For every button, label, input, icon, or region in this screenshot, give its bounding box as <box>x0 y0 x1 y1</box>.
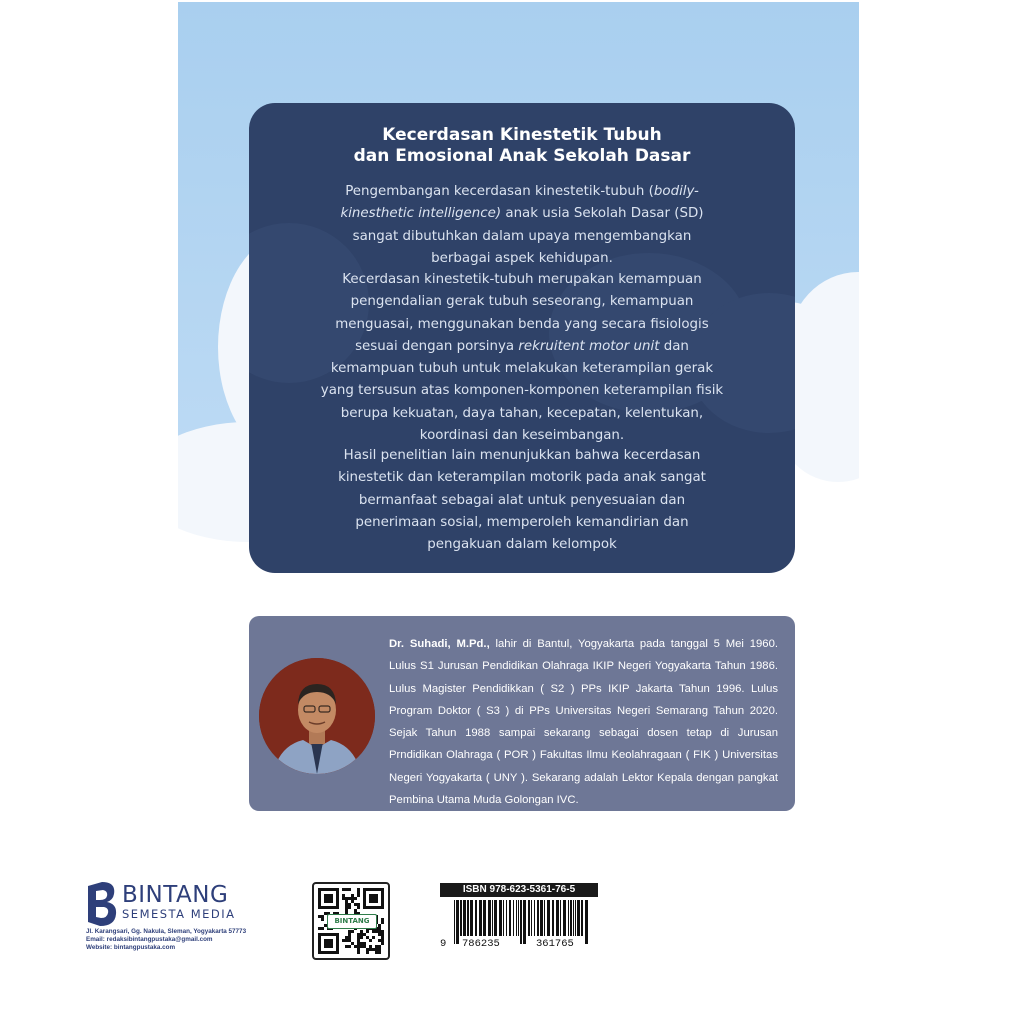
publisher-website: Website: bintangpustaka.com <box>86 944 176 951</box>
paragraph-text: anak usia Sekolah Dasar (SD) sangat dibutuhkan dalam upaya mengembangkan berbagai aspek kehidupan. <box>352 206 704 266</box>
author-bio-text: lahir di Bantul, Yogyakarta pada tanggal 5 Mei 1960. Lulus S1 Jurusan Pendidikan Olahraga IKIP Negeri Yogyakarta Tahun 1986. Lulus Magister Pendidikkan ( S2 ) PPs IKIP Jakarta Tahun 1996. Lulus Program Doktor ( S3 ) di PPs Universitas Negeri Semarang Tahun 2020. Sejak Tahun 1988 sampai sekarang sebagai dosen tetap di Jurusan Prndidikan Olahraga ( POR ) Fakultas Ilmu Keolahragaan ( FIK ) Universitas Negeri Yogyakarta ( UNY ). Sekarang adalah Lektor Kepala dengan pangkat Pembina Utama Muda Golongan IVC. <box>389 638 778 807</box>
paragraph-text: dan kemampuan tubuh untuk melakukan keterampilan gerak yang tersusun atas komponen-komponen keterampilan fisik berupa kekuatan, daya tahan, kecepatan, kelentukan, koordinasi dan keseimbangan. <box>320 338 724 444</box>
synopsis-paragraph-3: Hasil penelitian lain menunjukkan bahwa kecerdasan kinestetik dan keterampilan motorik pada anak sangat bermanfaat sebagai alat untuk penyesuaian dan penerimaan sosial, memperoleh kemandirian dan pengakuan dalam kelompok <box>338 448 706 553</box>
author-panel <box>249 616 795 811</box>
author-bio <box>389 633 778 811</box>
isbn-barcode <box>440 883 600 963</box>
book-title-line2: dan Emosional Anak Sekolah Dasar <box>353 146 691 166</box>
isbn-digit-group2: 361765 <box>536 938 574 950</box>
paragraph-text: Pengembangan kecerdasan kinestetik-tubuh ( <box>345 184 654 199</box>
publisher-logo <box>86 880 276 960</box>
publisher-subtitle: SEMESTA MEDIA <box>122 907 236 921</box>
author-portrait-icon <box>259 658 375 774</box>
isbn-digit-group1: 786235 <box>462 938 500 950</box>
isbn-digit-first: 9 <box>440 938 447 950</box>
synopsis-paragraph-1 <box>249 181 795 270</box>
book-title <box>249 125 795 167</box>
publisher-email: Email: redaksibintangpustaka@gmail.com <box>86 936 213 943</box>
paragraph-text: Kecerdasan kinestetik-tubuh merupakan kemampuan pengendalian gerak tubuh seseorang, kemampuan menguasai, menggunakan benda yang secara fisiologis sesuai dengan porsinya <box>335 272 709 354</box>
publisher-name: BINTANG <box>122 882 229 908</box>
qr-code[interactable] <box>312 882 390 960</box>
publisher-address: Jl. Karangsari, Gg. Nakula, Sleman, Yogyakarta 57773 <box>86 928 247 935</box>
author-photo <box>259 658 375 774</box>
synopsis-panel <box>249 103 795 573</box>
publisher-b-icon <box>86 882 118 926</box>
italic-term: bodily-kinesthetic intelligence) <box>340 184 699 222</box>
isbn-label: ISBN 978-623-5361-76-5 <box>440 883 598 897</box>
book-title-line1: Kecerdasan Kinestetik Tubuh <box>382 125 662 145</box>
synopsis-paragraph-2 <box>249 269 795 447</box>
author-name: Dr. Suhadi, M.Pd., <box>389 638 490 650</box>
italic-term: rekruitent motor unit <box>518 338 660 354</box>
qr-badge: BINTANG <box>327 914 377 929</box>
back-cover <box>178 2 859 1024</box>
publisher-contact <box>86 928 286 952</box>
